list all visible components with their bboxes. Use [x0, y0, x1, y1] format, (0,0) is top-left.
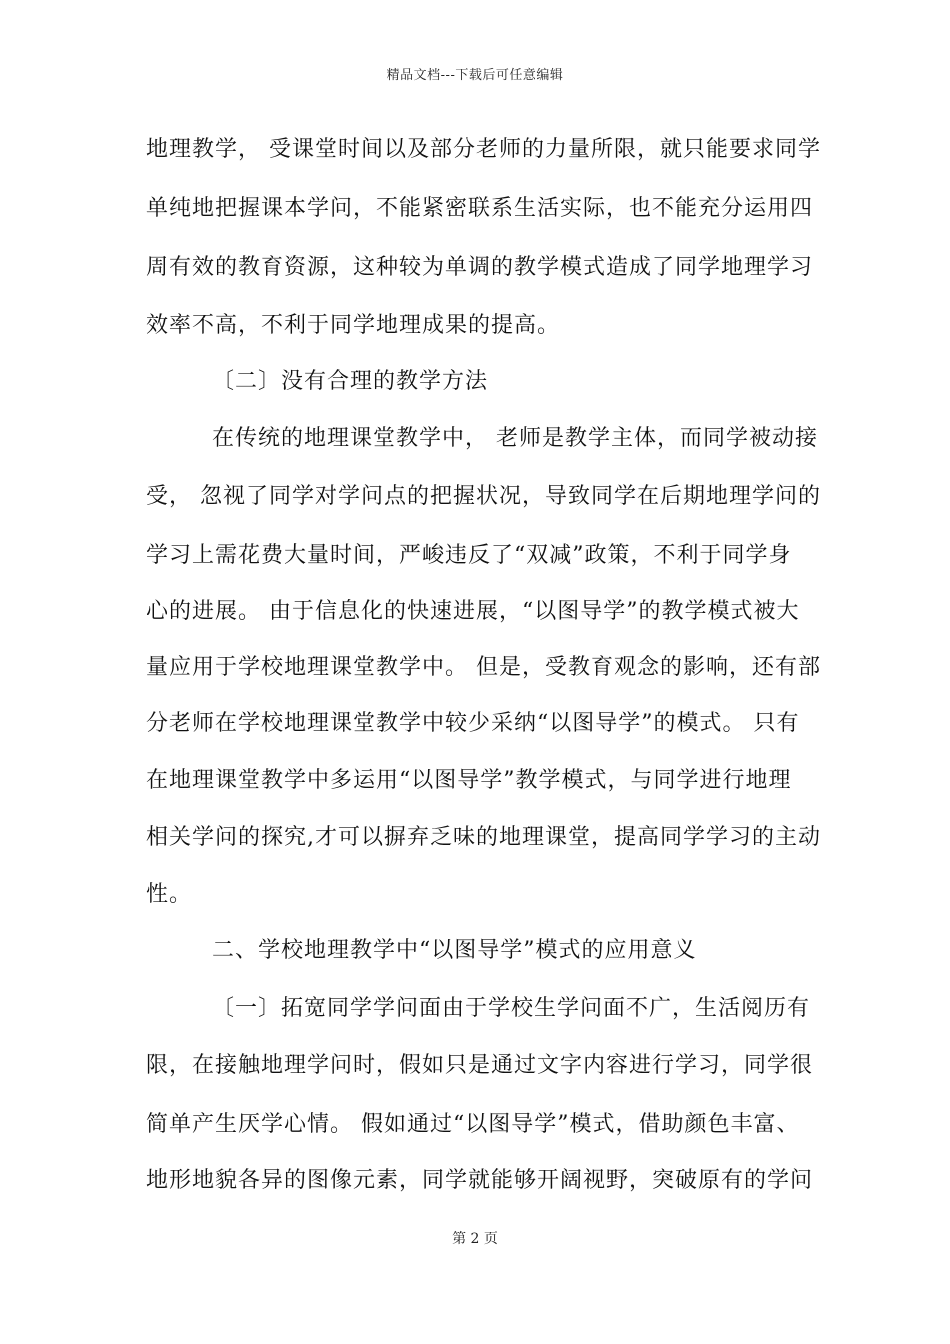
body-line-12: 在地理课堂教学中多运用“以图导学”教学模式，与同学进行地理	[146, 768, 792, 793]
body-line-4: 效率不高，不利于同学地理成果的提高。	[146, 313, 561, 338]
body-line-18: 简单产生厌学心情。 假如通过“以图导学”模式，借助颜色丰富、	[146, 1112, 800, 1137]
section-heading-2: 〔二〕没有合理的教学方法	[212, 369, 489, 394]
body-line-3: 周有效的教育资源，这种较为单调的教学模式造成了同学地理学习	[146, 255, 814, 280]
body-line-2: 单纯地把握课本学问，不能紧密联系生活实际，也不能充分运用四	[146, 196, 814, 221]
section-heading-main: 二、学校地理教学中“以图导学”模式的应用意义	[212, 938, 697, 963]
body-line-10: 量应用于学校地理课堂教学中。 但是，受教育观念的影响，还有部	[146, 655, 821, 680]
body-line-9: 心的进展。 由于信息化的快速进展，“以图导学”的教学模式被大	[146, 599, 800, 624]
body-line-11: 分老师在学校地理课堂教学中较少采纳“以图导学”的模式。 只有	[146, 711, 800, 736]
body-line-6: 在传统的地理课堂教学中， 老师是教学主体，而同学被动接	[212, 426, 818, 451]
body-line-1: 地理教学， 受课堂时间以及部分老师的力量所限，就只能要求同学	[146, 137, 821, 162]
page-header: 精品文档---下载后可任意编辑	[386, 68, 564, 83]
body-line-13: 相关学问的探究,才可以摒弃乏味的地理课堂，提高同学学习的主动	[146, 825, 821, 850]
body-line-19: 地形地貌各异的图像元素，同学就能够开阔视野，突破原有的学问	[146, 1168, 814, 1193]
body-line-14: 性。	[146, 882, 193, 907]
body-line-8: 学习上需花费大量时间，严峻违反了“双减”政策，不利于同学身	[146, 543, 792, 568]
body-line-17: 限，在接触地理学问时，假如只是通过文字内容进行学习，同学很	[146, 1053, 814, 1078]
body-line-16: 〔一〕拓宽同学学问面由于学校生学问面不广，生活阅历有	[212, 996, 811, 1021]
page-number: 第 2 页	[452, 1231, 498, 1247]
body-line-7: 受， 忽视了同学对学问点的把握状况，导致同学在后期地理学问的	[146, 484, 821, 509]
